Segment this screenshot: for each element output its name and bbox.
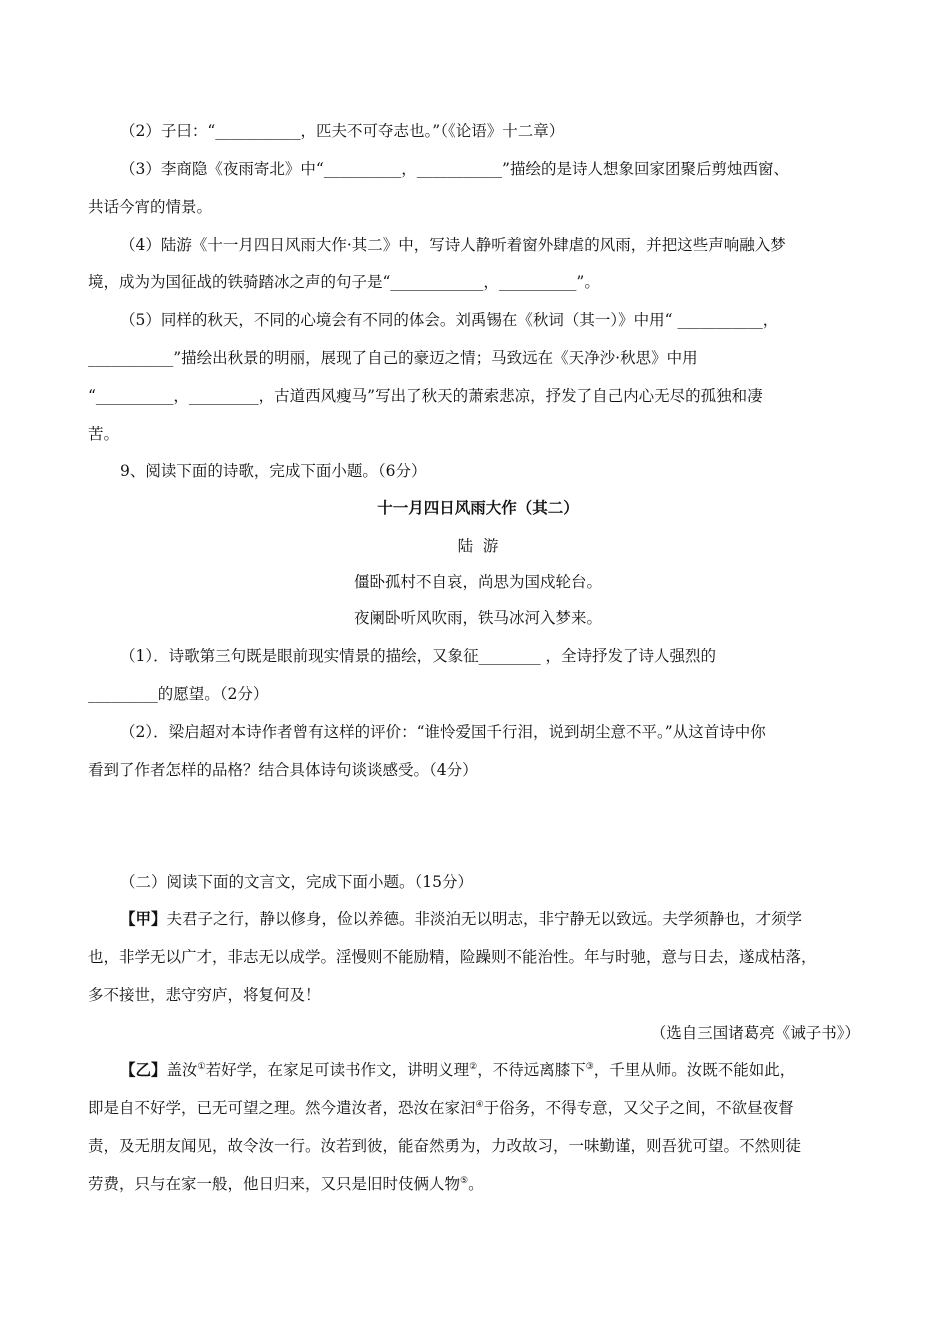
footnote-marker: ④ [475, 1099, 484, 1110]
poem-line-2: 夜阑卧听风吹雨，铁马冰河入梦来。 [353, 609, 602, 627]
section-2-heading: （二）阅读下面的文言文，完成下面小题。（15分） [120, 873, 473, 891]
item-3: （3）李商隐《夜雨寄北》中“__________，___________”描绘的是诗人想象回家团聚后剪烛西窗、 [120, 160, 789, 178]
passage-jia-text: 夫君子之行，静以修身，俭以养德。非淡泊无以明志，非宁静无以致远。夫学须静也，才须学 [166, 910, 803, 928]
passage-yi-line-2 [88, 1097, 868, 1119]
passage-jia-line-3: 多不接世，悲守穷庐，将复何及！ [88, 986, 321, 1004]
passage-jia-tag: 【甲】 [120, 909, 167, 928]
item-4: （4）陆游《十一月四日风雨大作·其二》中，写诗人静听着窗外肆虐的风雨，并把这些声响融入梦 [120, 236, 786, 254]
subquestion-1-cont: _________的愿望。（2分） [88, 685, 269, 703]
item-4-cont: 境，成为为国征战的铁骑踏冰之声的句子是“____________，__________”。 [88, 273, 600, 291]
passage-yi-text: ，千里从师。汝既不能如此， [593, 1061, 796, 1079]
footnote-marker: ⑤ [460, 1175, 469, 1186]
passage-jia-line-1 [120, 908, 868, 930]
passage-yi-text: 若好学，在家足可读书作文，讲明义理 [205, 1061, 470, 1079]
item-5-cont2: “__________，_________，古道西风瘦马”写出了秋天的萧索悲凉，抒发了自己内心无尽的孤独和凄 [88, 387, 763, 405]
item-3-cont: 共话今宵的情景。 [88, 198, 213, 216]
footnote-marker: ① [197, 1061, 206, 1072]
passage-jia-line-2: 也，非学无以广才，非志无以成学。淫慢则不能励精，险躁则不能治性。年与时驰，意与日去，遂成枯落， [88, 948, 817, 966]
poem-line-1: 僵卧孤村不自哀，尚思为国戍轮台。 [353, 573, 602, 591]
passage-yi-line-4 [88, 1173, 868, 1195]
question-9-heading: 9、阅读下面的诗歌，完成下面小题。（6分） [120, 462, 427, 480]
passage-yi-text: 劳费，只与在家一般，他日归来，又只是旧时伎俩人物 [88, 1175, 461, 1193]
item-5-cont3: 苦。 [88, 425, 120, 443]
item-5: （5）同样的秋天，不同的心境会有不同的体会。刘禹锡在《秋词（其一）》中用“ ___________， [120, 311, 779, 329]
footnote-marker: ③ [585, 1061, 594, 1072]
passage-yi-text: 。 [468, 1175, 484, 1193]
footnote-marker: ② [469, 1061, 478, 1072]
poem-title: 十一月四日风雨大作（其二） [377, 498, 579, 517]
passage-yi-text: 盖汝 [166, 1061, 198, 1079]
subquestion-2-cont: 看到了作者怎样的品格？结合具体诗句谈谈感受。（4分） [88, 761, 478, 779]
passage-yi-line-3: 责，及无朋友闻见，故令汝一行。汝若到彼，能奋然勇为，力改故习，一味勤谨，则吾犹可望。不然则徒 [88, 1137, 802, 1155]
passage-yi-line-1 [120, 1059, 868, 1081]
passage-yi-text: ，不待远离膝下 [477, 1061, 586, 1079]
subquestion-1: （1）．诗歌第三句既是眼前现实情景的描绘，又象征________ ，全诗抒发了诗人强烈的 [120, 647, 717, 665]
item-2: （2）子曰：“___________，匹夫不可夺志也。”（《论语》十二章） [120, 122, 565, 140]
poem-author: 陆 游 [457, 537, 499, 555]
passage-yi-text: 即是自不好学，已无可望之理。然今遣汝者，恐汝在家汩 [88, 1099, 476, 1117]
passage-yi-tag: 【乙】 [120, 1060, 167, 1079]
passage-yi-text: 于俗务，不得专意，又父子之间，不欲昼夜督 [483, 1099, 794, 1117]
item-5-cont1: ___________”描绘出秋景的明丽，展现了自己的豪迈之情；马致远在《天净沙·秋思》中用 [88, 349, 698, 367]
passage-jia-source: （选自三国诸葛亮《诫子书》） [650, 1024, 860, 1042]
subquestion-2: （2）．梁启超对本诗作者曾有这样的评价：“谁怜爱国千行泪，说到胡尘意不平。”从这首诗中你 [120, 723, 766, 741]
